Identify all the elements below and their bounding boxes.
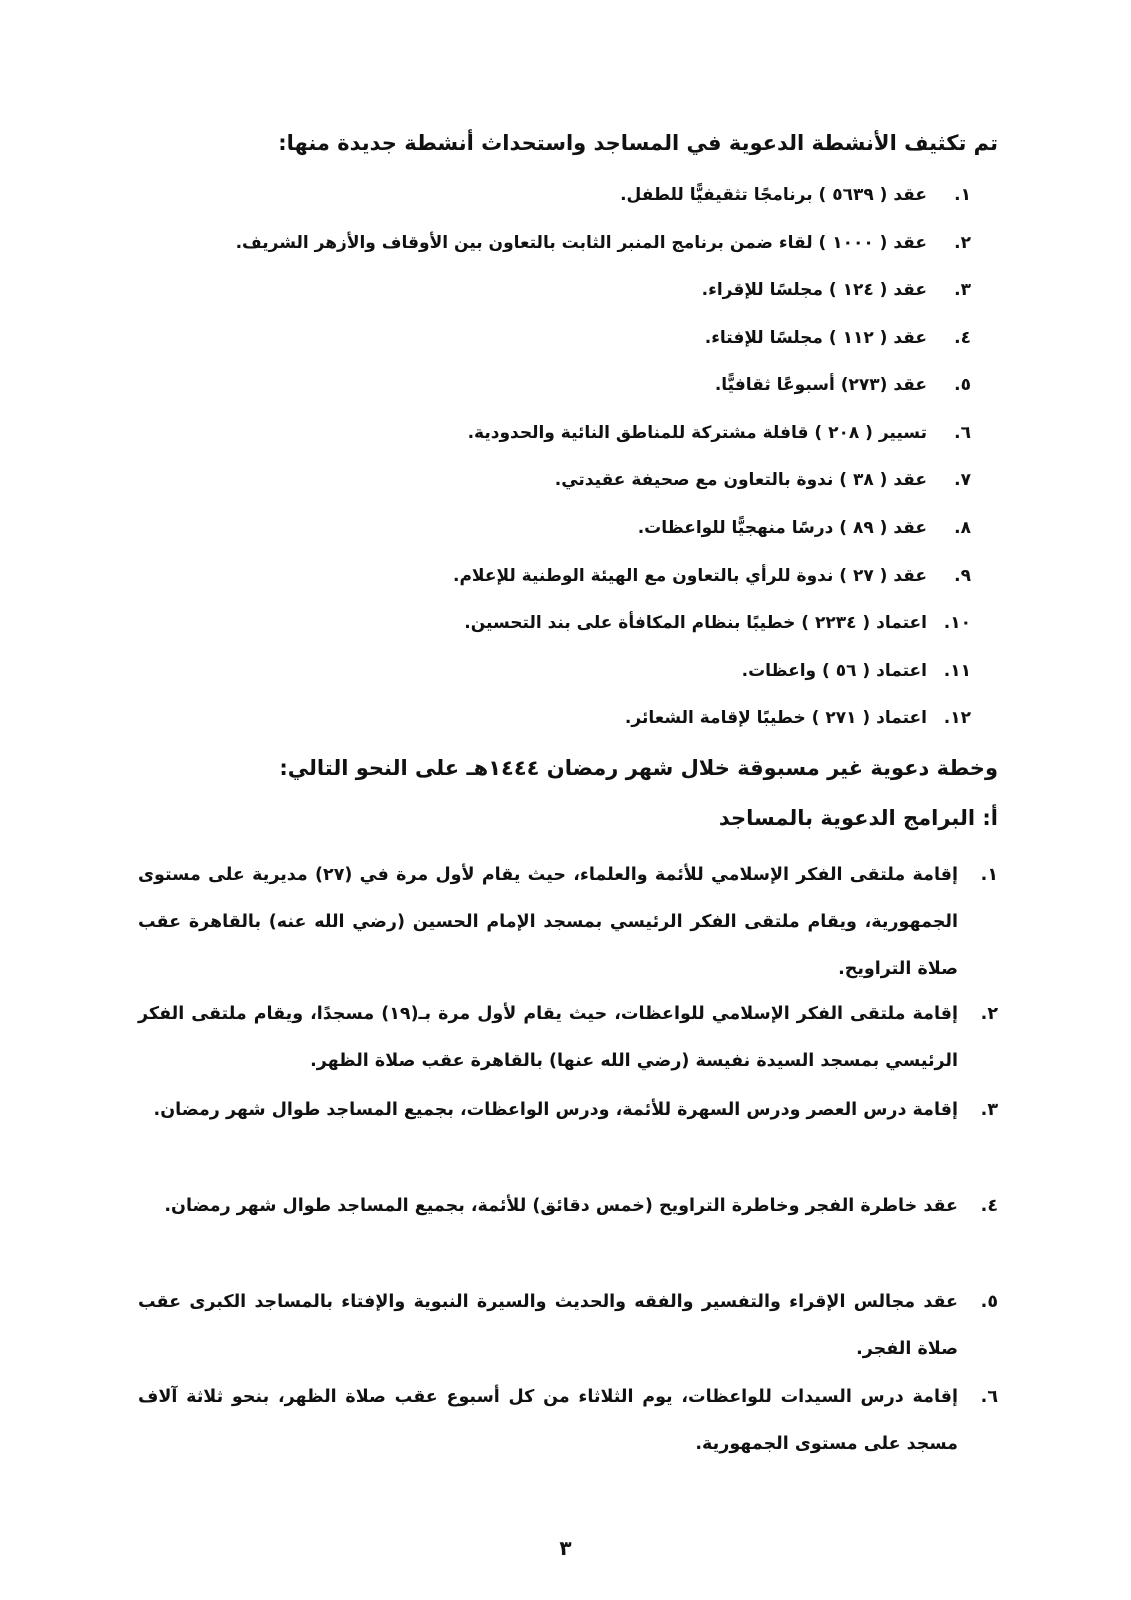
program-item <box>138 1183 998 1230</box>
list-item <box>151 561 971 591</box>
list-item <box>151 228 971 258</box>
item-number: ٢. <box>954 233 971 253</box>
section-heading: وخطة دعوية غير مسبوقة خلال شهر رمضان ١٤٤٤هـ على النحو التالي: <box>279 756 998 780</box>
item-text: عقد ( ٣٨ ) ندوة بالتعاون مع صحيفة عقيدتي. <box>554 470 927 490</box>
item-number: ١. <box>980 865 998 885</box>
program-item <box>138 991 998 1085</box>
item-text: عقد ( ٨٩ ) درسًا منهجيًّا للواعظات. <box>637 518 927 538</box>
item-text: عقد ( ١٠٠٠ ) لقاء ضمن برنامج المنبر الثابت بالتعاون بين الأوقاف والأزهر الشريف. <box>235 233 927 253</box>
item-number: ٤. <box>980 1196 998 1216</box>
item-number: ١٠. <box>943 613 971 633</box>
item-text: اعتماد ( ٢٢٣٤ ) خطيبًا بنظام المكافأة على بند التحسين. <box>464 613 927 633</box>
list-item <box>151 608 971 638</box>
list-item <box>151 418 971 448</box>
list-item <box>151 180 971 210</box>
item-number: ٨. <box>954 518 971 538</box>
item-number: ٣. <box>980 1100 998 1120</box>
item-text: عقد مجالس الإقراء والتفسير والفقه والحديث والسيرة النبوية والإفتاء بالمساجد الكبرى عقب صلاة الفجر. <box>138 1292 958 1359</box>
item-text: اعتماد ( ٢٧١ ) خطيبًا لإقامة الشعائر. <box>624 708 927 728</box>
item-number: ٣. <box>954 280 971 300</box>
list-item <box>151 370 971 400</box>
program-item <box>138 1374 998 1468</box>
item-text: إقامة درس العصر ودرس السهرة للأئمة، ودرس الواعظات، بجميع المساجد طوال شهر رمضان. <box>153 1100 958 1120</box>
item-number: ٥. <box>954 375 971 395</box>
item-text: اعتماد ( ٥٦ ) واعظات. <box>741 661 927 681</box>
item-text: عقد (٢٧٣) أسبوعًا ثقافيًّا. <box>714 375 927 395</box>
subsection-heading: أ: البرامج الدعوية بالمساجد <box>718 806 998 830</box>
item-text: عقد خاطرة الفجر وخاطرة التراويح (خمس دقائق) للأئمة، بجميع المساجد طوال شهر رمضان. <box>164 1196 958 1216</box>
item-number: ٤. <box>954 328 971 348</box>
item-text: عقد ( ٢٧ ) ندوة للرأي بالتعاون مع الهيئة الوطنية للإعلام. <box>453 566 927 586</box>
list-item <box>151 513 971 543</box>
program-item <box>138 1087 998 1134</box>
list-item <box>151 323 971 353</box>
list-item <box>151 656 971 686</box>
page-number: ٣ <box>559 1536 572 1560</box>
item-number: ٦. <box>980 1387 998 1407</box>
item-number: ٧. <box>954 470 971 490</box>
program-item <box>138 852 998 993</box>
section-heading: تم تكثيف الأنشطة الدعوية في المساجد واستحداث أنشطة جديدة منها: <box>278 131 998 155</box>
item-number: ٢. <box>980 1004 998 1024</box>
item-text: إقامة درس السيدات للواعظات، يوم الثلاثاء من كل أسبوع عقب صلاة الظهر، بنحو ثلاثة آلاف مسجد على مستوى الجمهورية. <box>138 1387 958 1454</box>
list-item <box>151 275 971 305</box>
item-text: إقامة ملتقى الفكر الإسلامي للواعظات، حيث يقام لأول مرة بـ(١٩) مسجدًا، ويقام ملتقى الفكر الرئيسي بمسجد السيدة نفيسة (رضي الله عنها) بالقاهرة عقب صلاة الظهر. <box>138 1004 958 1071</box>
item-text: عقد ( ٥٦٣٩ ) برنامجًا تثقيفيًّا للطفل. <box>620 185 927 205</box>
item-number: ١. <box>954 185 971 205</box>
item-number: ١٢. <box>943 708 971 728</box>
item-text: عقد ( ١١٢ ) مجلسًا للإفتاء. <box>704 328 927 348</box>
item-text: تسيير ( ٢٠٨ ) قافلة مشتركة للمناطق النائية والحدودية. <box>467 423 927 443</box>
item-text: عقد ( ١٢٤ ) مجلسًا للإقراء. <box>701 280 927 300</box>
list-item <box>151 465 971 495</box>
item-number: ١١. <box>943 661 971 681</box>
item-number: ٥. <box>980 1292 998 1312</box>
item-number: ٦. <box>954 423 971 443</box>
item-text: إقامة ملتقى الفكر الإسلامي للأئمة والعلماء، حيث يقام لأول مرة في (٢٧) مديرية على مستوى الجمهورية، ويقام ملتقى الفكر الرئيسي بمسجد الإمام الحسين (رضي الله عنه) بالقاهرة عقب صلاة التراويح. <box>138 865 958 979</box>
list-item <box>151 703 971 733</box>
item-number: ٩. <box>954 566 971 586</box>
program-item <box>138 1279 998 1373</box>
